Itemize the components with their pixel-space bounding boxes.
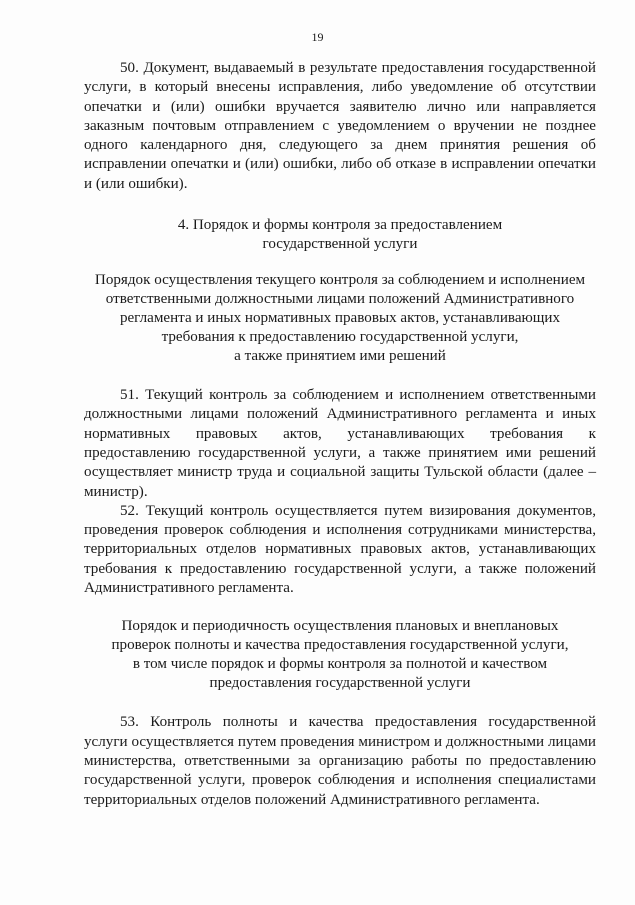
section-heading-4 — [84, 216, 596, 254]
paragraph-53: 53. Контроль полноты и качества предоставления государственной услуги осуществляется путем проведения министром и должностными лицами министерства, ответственными за организацию работы по предоставлению государственной услуги, проверок соблюдения и исполнения специалистами территориальных отделов положений Административного регламента. — [84, 714, 596, 808]
heading-line: государственной услуги — [262, 236, 418, 253]
subsection-heading-inspections — [84, 617, 596, 693]
heading-line: предоставления государственной услуги — [209, 675, 471, 692]
subsection-heading-current-control — [84, 271, 596, 366]
paragraph-52: 52. Текущий контроль осуществляется путем визирования документов, проведения проверок соблюдения и исполнения сотрудниками министерства, территориальных отделов нормативных правовых актов, устанавливающих требования к предоставлению государственной услуги, а также положений Административного регламента. — [84, 502, 596, 597]
paragraph-51: 51. Текущий контроль за соблюдением и исполнением ответственными должностными лицами положений Административного регламента и иных нормативных правовых актов, устанавливающих требования к предоставлению государственной услуги, а также принятием ими решений осуществляет министр труда и социальной защиты Тульской области (далее – министр). — [84, 387, 596, 500]
heading-line: а также принятием ими решений — [234, 348, 446, 365]
heading-line: проверок полноты и качества предоставления государственной услуги, — [111, 637, 569, 654]
heading-line: 4. Порядок и формы контроля за предоставлением — [177, 217, 503, 234]
heading-line: Порядок осуществления текущего контроля за соблюдением и исполнением — [94, 272, 586, 289]
paragraph-50: 50. Документ, выдаваемый в результате предоставления государственной услуги, в который внесены исправления, либо уведомление об отсутствии опечатки и (или) ошибки вручается заявителю лично или направляется заказным почтовым отправлением с уведомлением о вручении не позднее одного календарного дня, следующего за днем принятия решения об исправлении опечатки и (или) ошибки, либо об отказе в исправлении опечатки и (или ошибки). — [84, 60, 596, 192]
heading-line: Порядок и периодичность осуществления плановых и внеплановых — [121, 618, 559, 635]
heading-line: в том числе порядок и формы контроля за полнотой и качеством — [132, 656, 548, 673]
heading-line: требования к предоставлению государственной услуги, — [161, 329, 519, 346]
heading-line: регламента и иных нормативных правовых актов, устанавливающих — [119, 310, 561, 327]
document-body — [84, 59, 596, 810]
heading-line: ответственными должностными лицами положений Административного — [105, 291, 575, 308]
page-number: 19 — [311, 30, 324, 44]
